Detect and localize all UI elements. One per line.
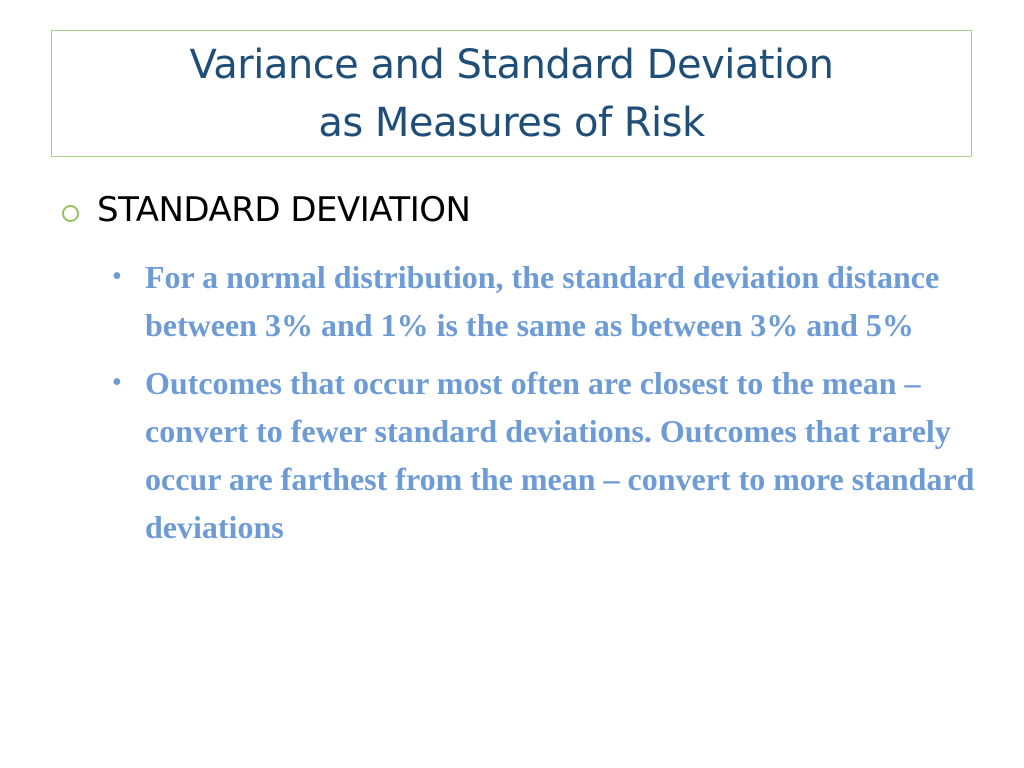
title-placeholder [51,30,972,157]
bullet-list [112,253,992,561]
bullet-text: Outcomes that occur most often are closest to the mean – convert to fewer standard deviations. Outcomes that rarely occur are farthest from the mean – convert to more standard deviations [145,365,975,545]
section-bullet [62,190,470,230]
bullet-dot-icon: • [112,261,122,292]
bullet-item [112,359,992,551]
ring-bullet-icon [62,205,79,222]
slide-title-line-1: Variance and Standard Deviation [189,41,834,88]
bullet-text: For a normal distribution, the standard deviation distance between 3% and 1% is the same as between 3% and 5% [145,259,940,343]
section-heading: STANDARD DEVIATION [97,190,471,230]
bullet-item [112,253,992,349]
bullet-dot-icon: • [112,367,122,398]
slide-title-line-2: as Measures of Risk [318,99,705,146]
